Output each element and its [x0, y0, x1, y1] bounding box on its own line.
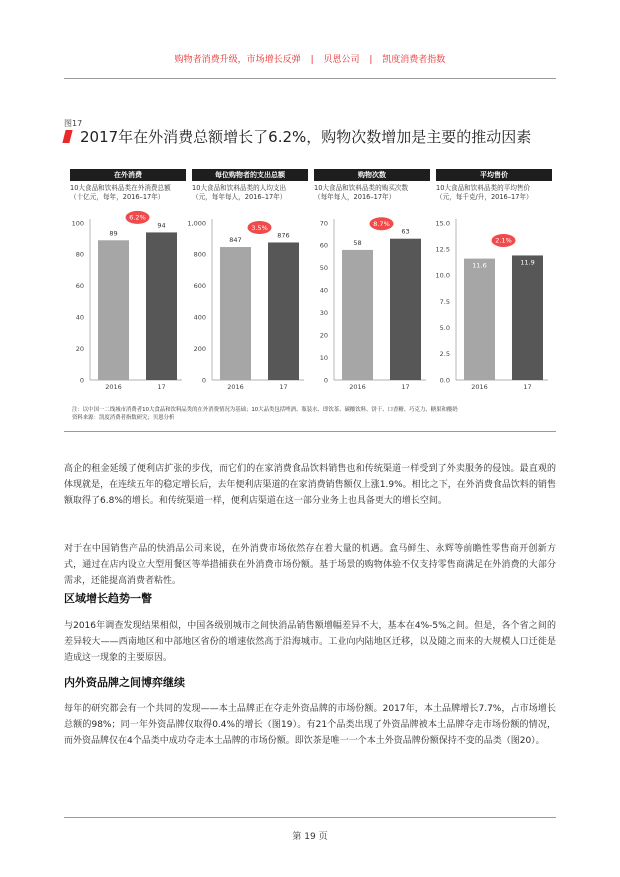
y-tick-label: 0 [201, 376, 206, 385]
header-divider [64, 78, 556, 79]
running-header [64, 52, 556, 65]
bar-2016 [464, 259, 495, 380]
bar-value-label: 89 [109, 229, 118, 238]
figure-label: 图17 [64, 119, 83, 128]
figure-title [64, 126, 564, 148]
header-report-title: 购物者消费升级，市场增长反弹 [174, 55, 301, 65]
y-tick-label: 80 [75, 250, 84, 259]
y-tick-label: 0 [79, 376, 84, 385]
bar-value-label: 11.6 [472, 261, 487, 270]
x-category-label: 2016 [471, 383, 488, 391]
chart-title: 在外消费 [70, 169, 186, 181]
y-tick-label: 50 [319, 264, 328, 273]
x-category-label: 17 [157, 383, 166, 391]
bar-2016 [220, 247, 251, 380]
chart-subtitle-line: 10大食品和饮料品类的购买次数 [314, 184, 409, 192]
figure-notes [72, 406, 572, 422]
chart-subtitle-line: 10大食品和饮料品类的平均售价 [436, 184, 531, 192]
chart-out-of-home-spend [70, 169, 186, 397]
bar-value-label: 63 [401, 227, 410, 236]
y-tick-label: 0 [323, 376, 328, 385]
chart-plot [70, 169, 186, 397]
y-tick-label: 2.5 [439, 350, 450, 359]
chart-subtitle-line: （十亿元，每年，2016–17年） [70, 193, 165, 201]
header-bain: 贝恩公司 [323, 55, 360, 65]
x-category-label: 2016 [227, 383, 244, 391]
footer-divider [64, 817, 556, 818]
bar-2016 [342, 250, 373, 380]
y-tick-label: 10 [319, 353, 328, 362]
section-heading: 内外资品牌之间博弈继续 [64, 676, 185, 689]
y-tick-label: 30 [319, 309, 328, 318]
x-category-label: 17 [401, 383, 410, 391]
title-accent-mark [62, 130, 72, 143]
y-tick-label: 40 [319, 286, 328, 295]
y-tick-label: 100 [71, 219, 84, 228]
header-kantar: 凯度消费者指数 [382, 55, 446, 65]
y-tick-label: 12.5 [435, 245, 450, 254]
y-tick-label: 40 [75, 313, 84, 322]
chart-plot [187, 169, 308, 397]
x-category-label: 17 [279, 383, 288, 391]
bar-value-label: 94 [157, 221, 166, 230]
body-paragraph: 对于在中国销售产品的快消品公司来说，在外消费市场依然存在着大量的机遇。盒马鲜生、永辉等前瞻性零售商开创新方式，通过在店内设立大型用餐区等举措捕获在外消费市场份额。基于场景的购物体验不仅支持零售商满足在外消费的大部分需求，还能提高消费者粘性。 [64, 544, 556, 586]
x-category-label: 2016 [349, 383, 366, 391]
chart-title: 购物次数 [314, 169, 430, 181]
bar-2016 [98, 240, 129, 380]
y-tick-label: 60 [319, 241, 328, 250]
y-tick-label: 600 [193, 282, 206, 291]
y-tick-label: 20 [319, 331, 328, 340]
header-separator: | [369, 55, 373, 65]
growth-badge-label: 2.1% [495, 236, 512, 245]
growth-badge-label: 6.2% [129, 213, 146, 222]
bar-value-label: 11.9 [520, 258, 535, 267]
header-separator: | [310, 55, 314, 65]
figure-note: 注：以中国一二线城市消费者10大食品和饮料品类的在外消费情况为基础；10大品类包括啤酒、瓶装水、即饮茶、碳酸饮料、饼干、口香糖、巧克力、糖果和酸奶 [72, 407, 458, 413]
y-tick-label: 5.0 [439, 323, 450, 332]
growth-badge-label: 3.5% [251, 223, 268, 232]
chart-average-price [436, 169, 552, 397]
chart-title: 每位购物者的支出总额 [192, 169, 308, 181]
bar-17 [146, 232, 177, 380]
section-heading: 区域增长趋势一瞥 [64, 592, 152, 605]
y-tick-label: 15.0 [435, 219, 450, 228]
y-tick-label: 800 [193, 250, 206, 259]
figure-title-text: 2017年在外消费总额增长了6.2%，购物次数增加是主要的推动因素 [80, 128, 532, 146]
body-paragraph: 每年的研究都会有一个共同的发现——本土品牌正在夺走外资品牌的市场份额。2017年，本土品牌增长7.7%，占市场增长总额的98%；同一年外资品牌仅取得0.4%的增长（图19）。有21个品类出现了外资品牌被本土品牌夺走市场份额的情况，而外资品牌仅在4个品类中成功夺走本土品牌的市场份额。即饮茶是唯一一个本土外资品牌份额保持不变的品类（图20）。 [64, 704, 556, 746]
body-paragraph: 与2016年调查发现结果相似，中国各级别城市之间快消品销售额增幅差异不大，基本在4%-5%之间。但是，各个省之间的差异较大——西南地区和中部地区省份的增速依然高于沿海城市。工业向内陆地区迁移，以及随之而来的大规模人口迁徙是造成这一现象的主要原因。 [64, 621, 556, 663]
y-tick-label: 400 [193, 313, 206, 322]
chart-plot [436, 169, 552, 397]
y-tick-label: 7.5 [439, 297, 450, 306]
chart-subtitle-line: 10大食品和饮料品类的人均支出 [192, 184, 287, 192]
chart-subtitle-line: 10大食品和饮料品类在外消费总额 [70, 184, 171, 192]
bar-17 [390, 239, 421, 380]
figure-source: 资料来源：凯度消费者指数研究；贝恩分析 [72, 415, 175, 421]
x-category-label: 17 [523, 383, 532, 391]
y-tick-label: 1,000 [187, 219, 206, 228]
y-tick-label: 200 [193, 344, 206, 353]
y-tick-label: 60 [75, 282, 84, 291]
body-paragraph: 高企的租金延缓了便利店扩张的步伐，而它们的在家消费食品饮料销售也和传统渠道一样受到了外卖服务的侵蚀。最直观的体现就是，在连续五年的稳定增长后，去年便利店渠道的在家消费销售额仅上涨1.9%。相比之下，在外消费食品饮料的销售额取得了6.8%的增长。和传统渠道一样，便利店渠道在这一部分业务上也具备更大的增长空间。 [64, 464, 556, 506]
chart-title: 平均售价 [436, 169, 552, 181]
chart-spend-per-shopper [187, 169, 308, 397]
figure-divider [64, 431, 556, 432]
bar-17 [268, 242, 299, 380]
growth-badge-label: 8.7% [373, 220, 390, 228]
bar-value-label: 876 [277, 231, 290, 240]
bar-value-label: 847 [229, 236, 242, 245]
chart-subtitle-line: （每年每人，2016–17年） [314, 193, 396, 201]
y-tick-label: 0.0 [439, 376, 450, 385]
page-number: 第 19 页 [292, 832, 328, 842]
y-tick-label: 70 [319, 219, 328, 228]
y-tick-label: 10.0 [435, 271, 450, 280]
chart-purchase-frequency [314, 169, 430, 397]
chart-plot [314, 169, 430, 397]
chart-subtitle-line: （元，每年每人，2016–17年） [192, 193, 287, 201]
bar-value-label: 58 [353, 238, 362, 247]
x-category-label: 2016 [105, 383, 122, 391]
y-tick-label: 20 [75, 344, 84, 353]
chart-subtitle-line: （元，每千克/升，2016–17年） [436, 193, 533, 201]
bar-17 [512, 255, 543, 380]
